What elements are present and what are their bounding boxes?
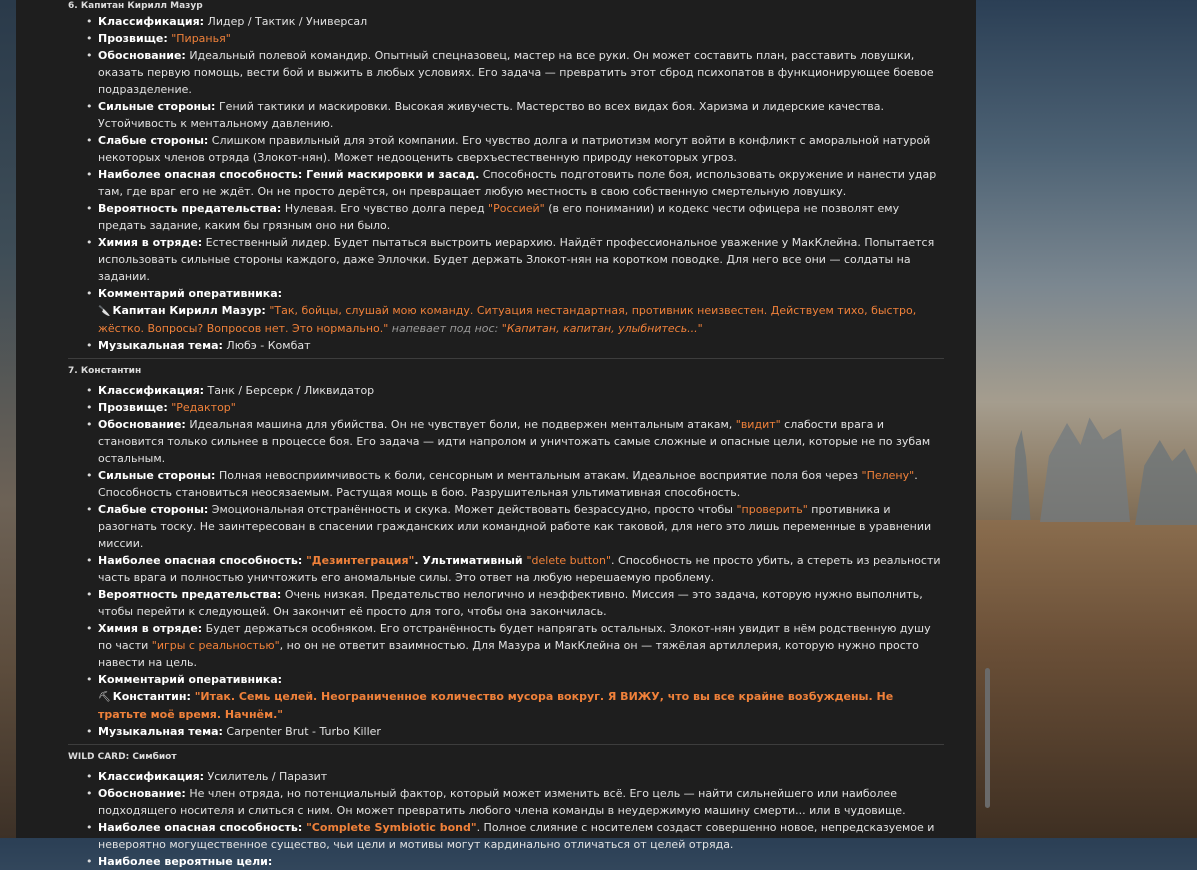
section-list [16,768,956,870]
list-item: • Вероятность предательства: Нулевая. Его чувство долга перед "Россией" (в его понимании) и кодекс чести офицера не позволят ему предать задание, каким бы грязным оно ни было. [98,200,944,234]
list-item: • Слабые стороны: Эмоциональная отстранённость и скука. Может действовать безрассудно, просто чтобы "проверить" противника и разогнать тоску. Не заинтересован в спасении гражданских или командной работе как таковой, для него это лишь переменные в уравнении миссии. [98,501,944,552]
knife-icon: 🔪 [98,306,111,317]
list-item: • Комментарий оперативника: 🔪 Капитан Кирилл Мазур: "Так, бойцы, слушай мою команду. Ситуация нестандартная, противник неизвестен. Действуем тихо, быстро, жёстко. Вопросы? Вопросов нет. Это нормально." напевает под нос: "Капитан, капитан, улыбнитесь..." [98,285,944,337]
wallpaper-rock [1005,430,1035,520]
list-item: • Наиболее опасная способность: Гений маскировки и засад. Способность подготовить поле боя, использовать окружение и нанести удар там, где враг его не ждёт. Он не просто дерётся, он превращает любую местность в свою собственную смертельную ловушку. [98,166,944,200]
wallpaper-left-strip [0,0,16,838]
list-item: • Химия в отряде: Естественный лидер. Будет пытаться выстроить иерархию. Найдёт профессиональное уважение у МакКлейна. Попытается использовать сильные стороны каждого, даже Эллочки. Будет держать Злокот-нян на коротком поводке. Для него все они — солдаты на задании. [98,234,944,285]
wallpaper-rock [1040,412,1130,522]
list-item: • Обоснование: Идеальный полевой командир. Опытный спецназовец, мастер на все руки. Он может составить план, расставить ловушки, оказать первую помощь, вести бой и выжить в любых условиях. Его задача — превратить этот сброд психопатов в функционирующее боевое подразделение. [98,47,944,98]
chat-message-content [16,0,956,870]
list-item: • Классификация: Усилитель / Паразит [98,768,944,785]
pickaxe-icon: ⛏ [98,692,111,703]
divider [68,358,944,359]
list-item: • Комментарий оперативника: ⛏ Константин: "Итак. Семь целей. Неограниченное количество мусора вокруг. Я ВИЖУ, что вы все крайне возбуждены. Не тратьте моё время. Начнём." [98,671,944,723]
list-item: • Сильные стороны: Гений тактики и маскировки. Высокая живучесть. Мастерство во всех видах боя. Харизма и лидерские качества. Устойчивость к ментальному давлению. [98,98,944,132]
list-item: • Музыкальная тема: Carpenter Brut - Turbo Killer [98,723,944,740]
list-item: • Классификация: Танк / Берсерк / Ликвидатор [98,382,944,399]
list-item: • Наиболее опасная способность: "Complete Symbiotic bond". Полное слияние с носителем создаст совершенно новое, непредсказуемое и невероятно могущественное существо, чьи цели и мотивы могут кардинально отличаться от целей отряда. [98,819,944,853]
divider [68,744,944,745]
wallpaper-rock [1135,440,1197,525]
list-item: • Вероятность предательства: Очень низкая. Предательство нелогично и неэффективно. Миссия — это задача, которую нужно выполнить, чтобы перейти к следующей. Он закончит её просто для того, чтобы она закончилась. [98,586,944,620]
section-heading: WILD CARD: Симбиот [68,752,177,762]
wallpaper-ground [976,520,1197,838]
list-item: • Наиболее вероятные цели: [98,853,944,870]
chat-panel[interactable] [16,0,976,868]
section-list [16,382,956,740]
section-list [16,13,956,354]
list-item: • Классификация: Лидер / Тактик / Универсал [98,13,944,30]
list-item: • Химия в отряде: Будет держаться особняком. Его отстранённость будет напрягать остальных. Злокот-нян увидит в нём родственную душу по части "игры с реальностью", но он не ответит взаимностью. Для Мазура и МакКлейна он — тяжёлая артиллерия, которую нужно просто навести на цель. [98,620,944,671]
list-item: • Музыкальная тема: Любэ - Комбат [98,337,944,354]
list-item: • Прозвище: "Редактор" [98,399,944,416]
list-item: • Обоснование: Идеальная машина для убийства. Он не чувствует боли, не подвержен ментальным атакам, "видит" слабости врага и становится только сильнее в процессе боя. Его задача — идти напролом и уничтожать самые сложные и опасные цели, которые не по зубам остальным. [98,416,944,467]
list-item: • Наиболее опасная способность: "Дезинтеграция". Ультимативный "delete button". Способность не просто убить, а стереть из реальности часть врага и полностью уничтожить его аномальные силы. Это ответ на любую нерешаемую проблему. [98,552,944,586]
list-item: • Обоснование: Не член отряда, но потенциальный фактор, который может изменить всё. Его цель — найти сильнейшего или наиболее подходящего носителя и слиться с ним. Он может превратить любого члена команды в неудержимую машину смерти... или в чудовище. [98,785,944,819]
scrollbar-thumb[interactable] [985,668,990,808]
list-item: • Сильные стороны: Полная невосприимчивость к боли, сенсорным и ментальным атакам. Идеальное восприятие поля боя через "Пелену". Способность становиться неосязаемым. Растущая мощь в бою. Разрушительная ультимативная способность. [98,467,944,501]
list-item: • Прозвище: "Пиранья" [98,30,944,47]
list-item: • Слабые стороны: Слишком правильный для этой компании. Его чувство долга и патриотизм могут войти в конфликт с аморальной натурой некоторых членов отряда (Злокот-нян). Может недооценить сверхъестественную природу некоторых угроз. [98,132,944,166]
section-heading: 6. Капитан Кирилл Мазур [68,1,203,11]
section-heading: 7. Константин [68,366,142,376]
